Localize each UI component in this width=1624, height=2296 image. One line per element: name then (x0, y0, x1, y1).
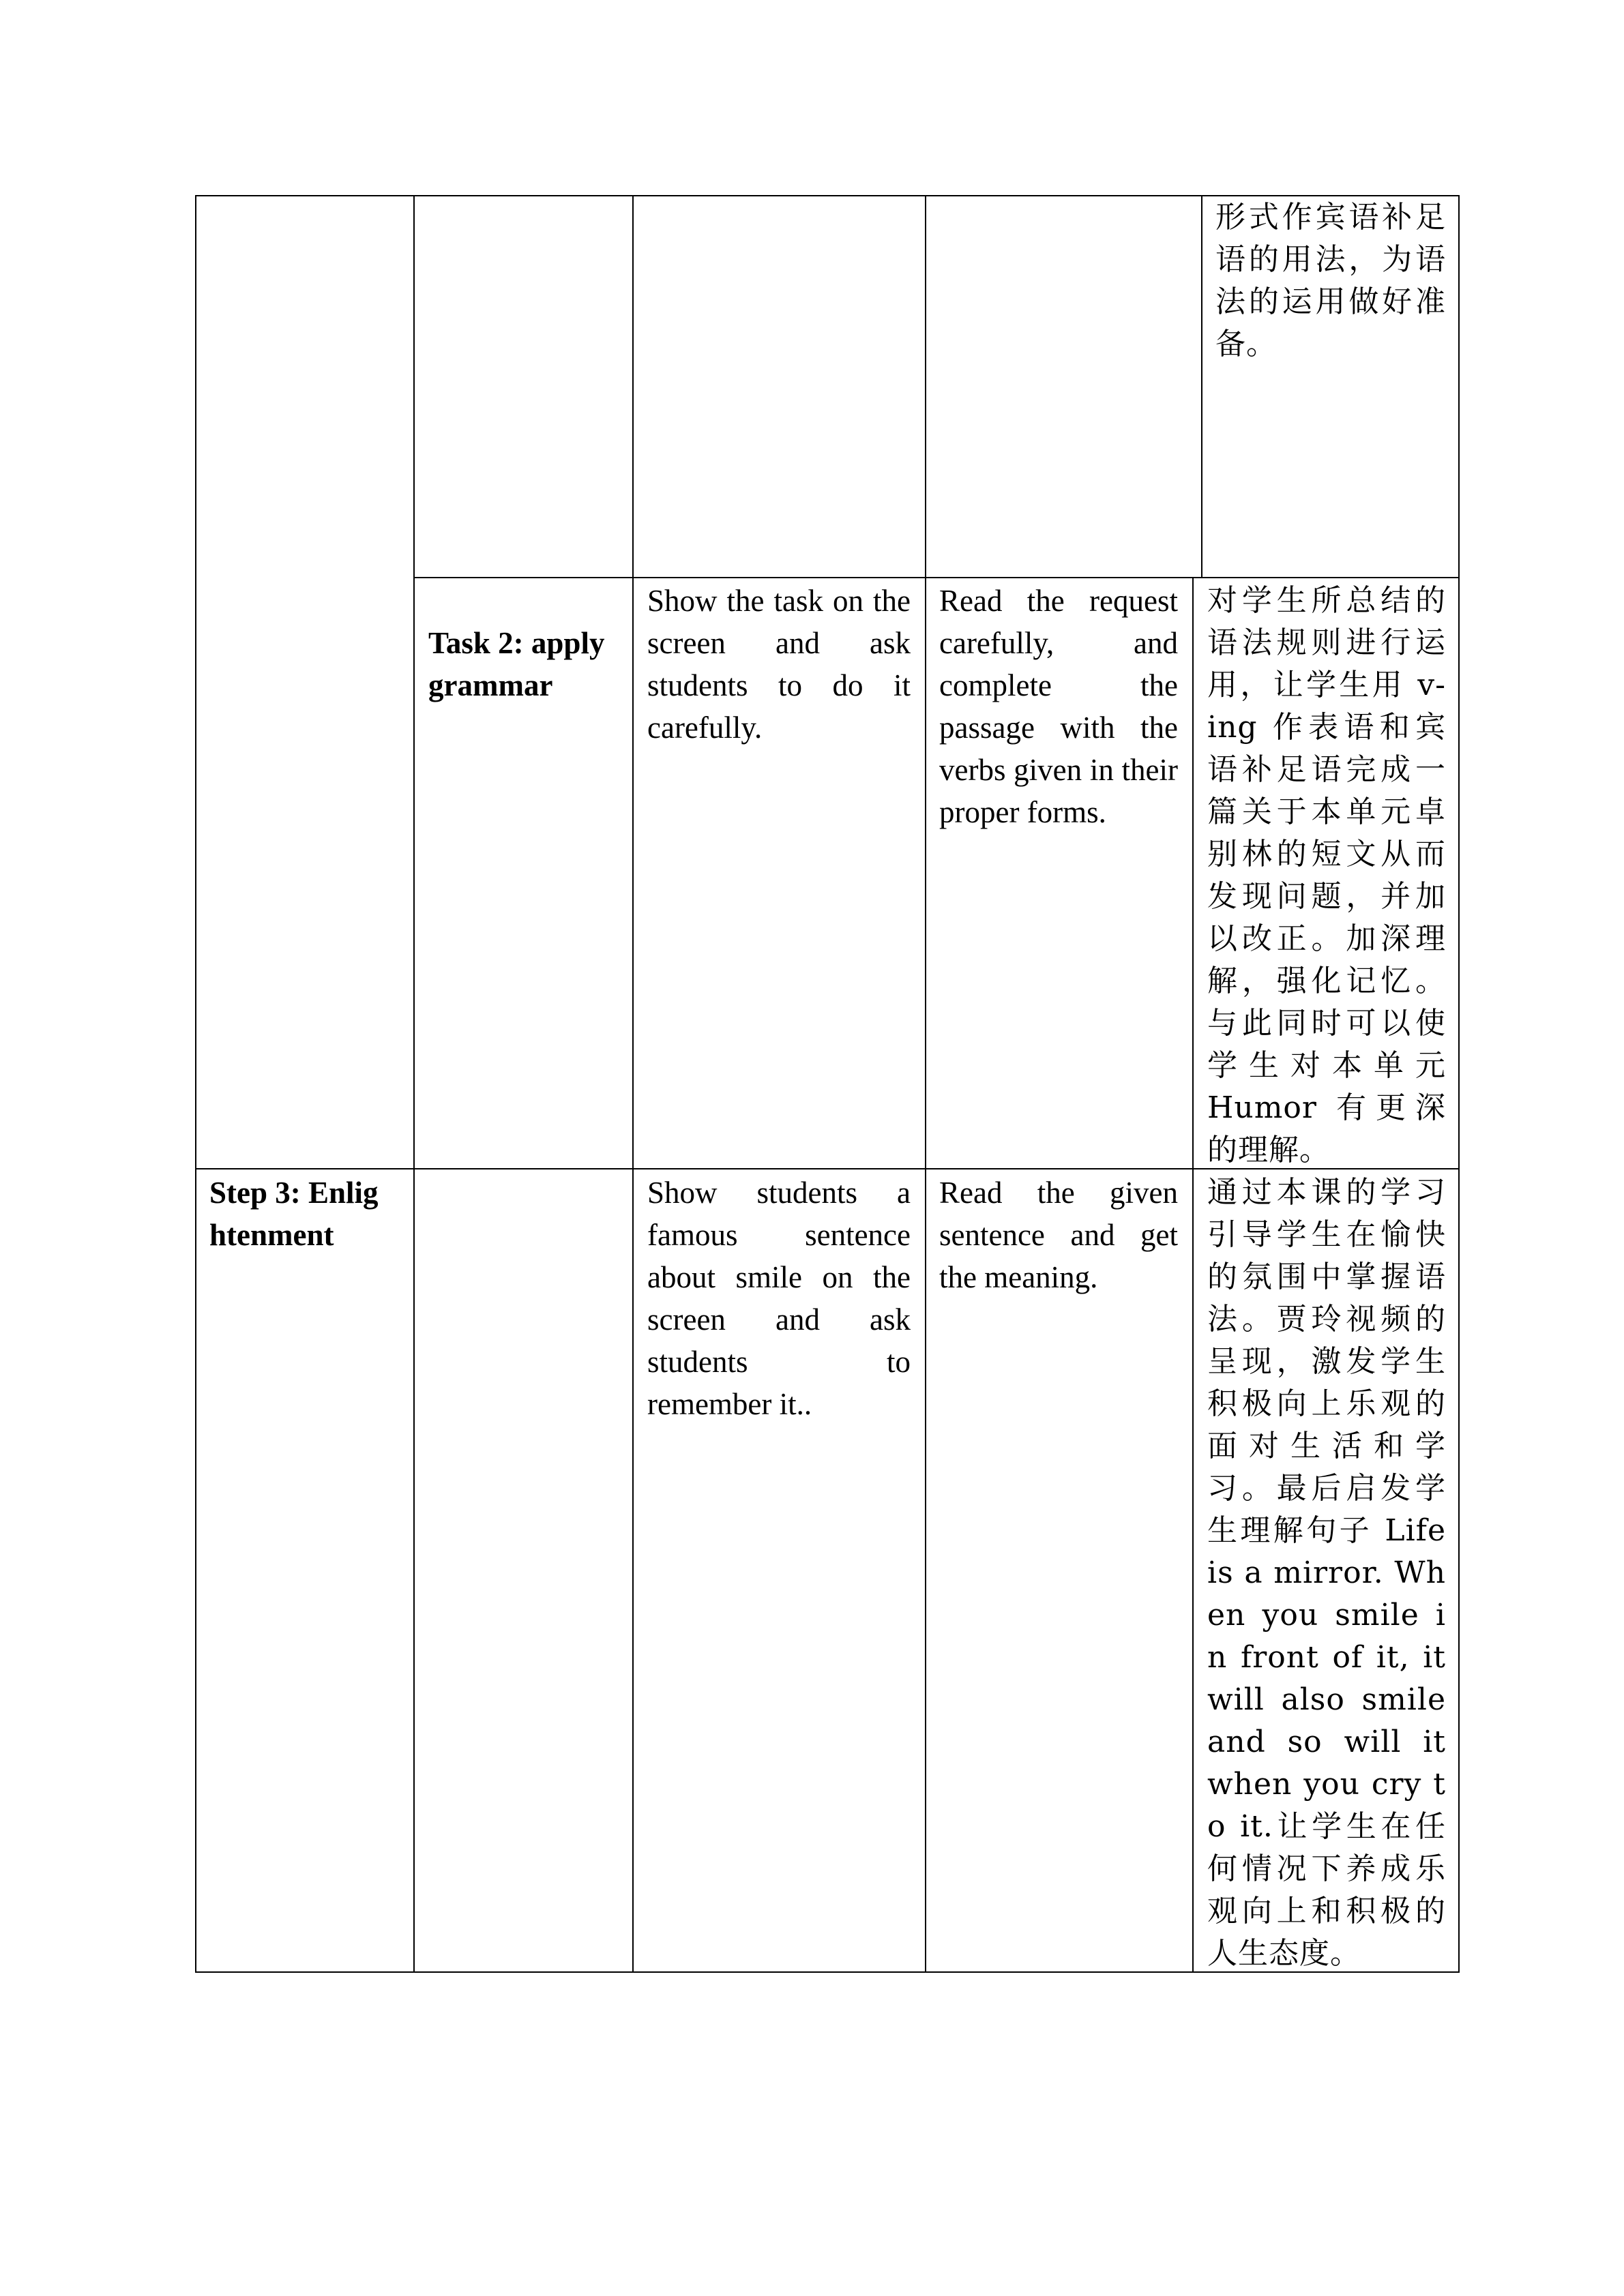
table-col-divider (413, 195, 415, 1973)
row2-student-activity-cell: Read the request carefully, and complete the passage with the verbs given in their proper forms. (939, 584, 1178, 829)
row1-rationale-cell: 形式作宾语补足语的用法，为语法的运用做好准备。 (1215, 200, 1446, 361)
table-border-left (195, 195, 196, 1973)
row3-step-cell: Step 3: Enlightenment (209, 1176, 379, 1252)
row3-teacher-activity-cell: Show students a famous sentence about smile on the screen and ask students to remember it.. (647, 1176, 911, 1421)
row3-rationale-cell: 通过本课的学习引导学生在愉快的氛围中掌握语法。贾玲视频的呈现，激发学生积极向上乐观的面对生活和学习。最后启发学生理解句子 Life is a mirror. When you smile in front of it, it will also smile and so will it when you cry to it.让学生在任何情况下养成乐观向上和积极的人生态度。 (1207, 1175, 1446, 1971)
table-col-divider (1192, 577, 1194, 1973)
table-row-divider (415, 577, 1460, 578)
row3-student-activity-cell: Read the given sentence and get the meaning. (939, 1176, 1178, 1294)
table-col-divider (925, 195, 926, 1973)
row2-task-cell: Task 2: apply grammar (428, 626, 605, 702)
row2-teacher-activity-cell: Show the task on the screen and ask students to do it carefully. (647, 584, 911, 745)
row2-rationale-cell: 对学生所总结的语法规则进行运用，让学生用 v-ing 作表语和宾语补足语完成一篇关于本单元卓别林的短文从而发现问题，并加以改正。加深理解，强化记忆。与此同时可以使学生对本单元 Humor 有更深的理解。 (1207, 583, 1446, 1167)
table-col-divider (1201, 195, 1202, 578)
table-col-divider (632, 195, 634, 1973)
table-border-right (1458, 195, 1460, 1973)
